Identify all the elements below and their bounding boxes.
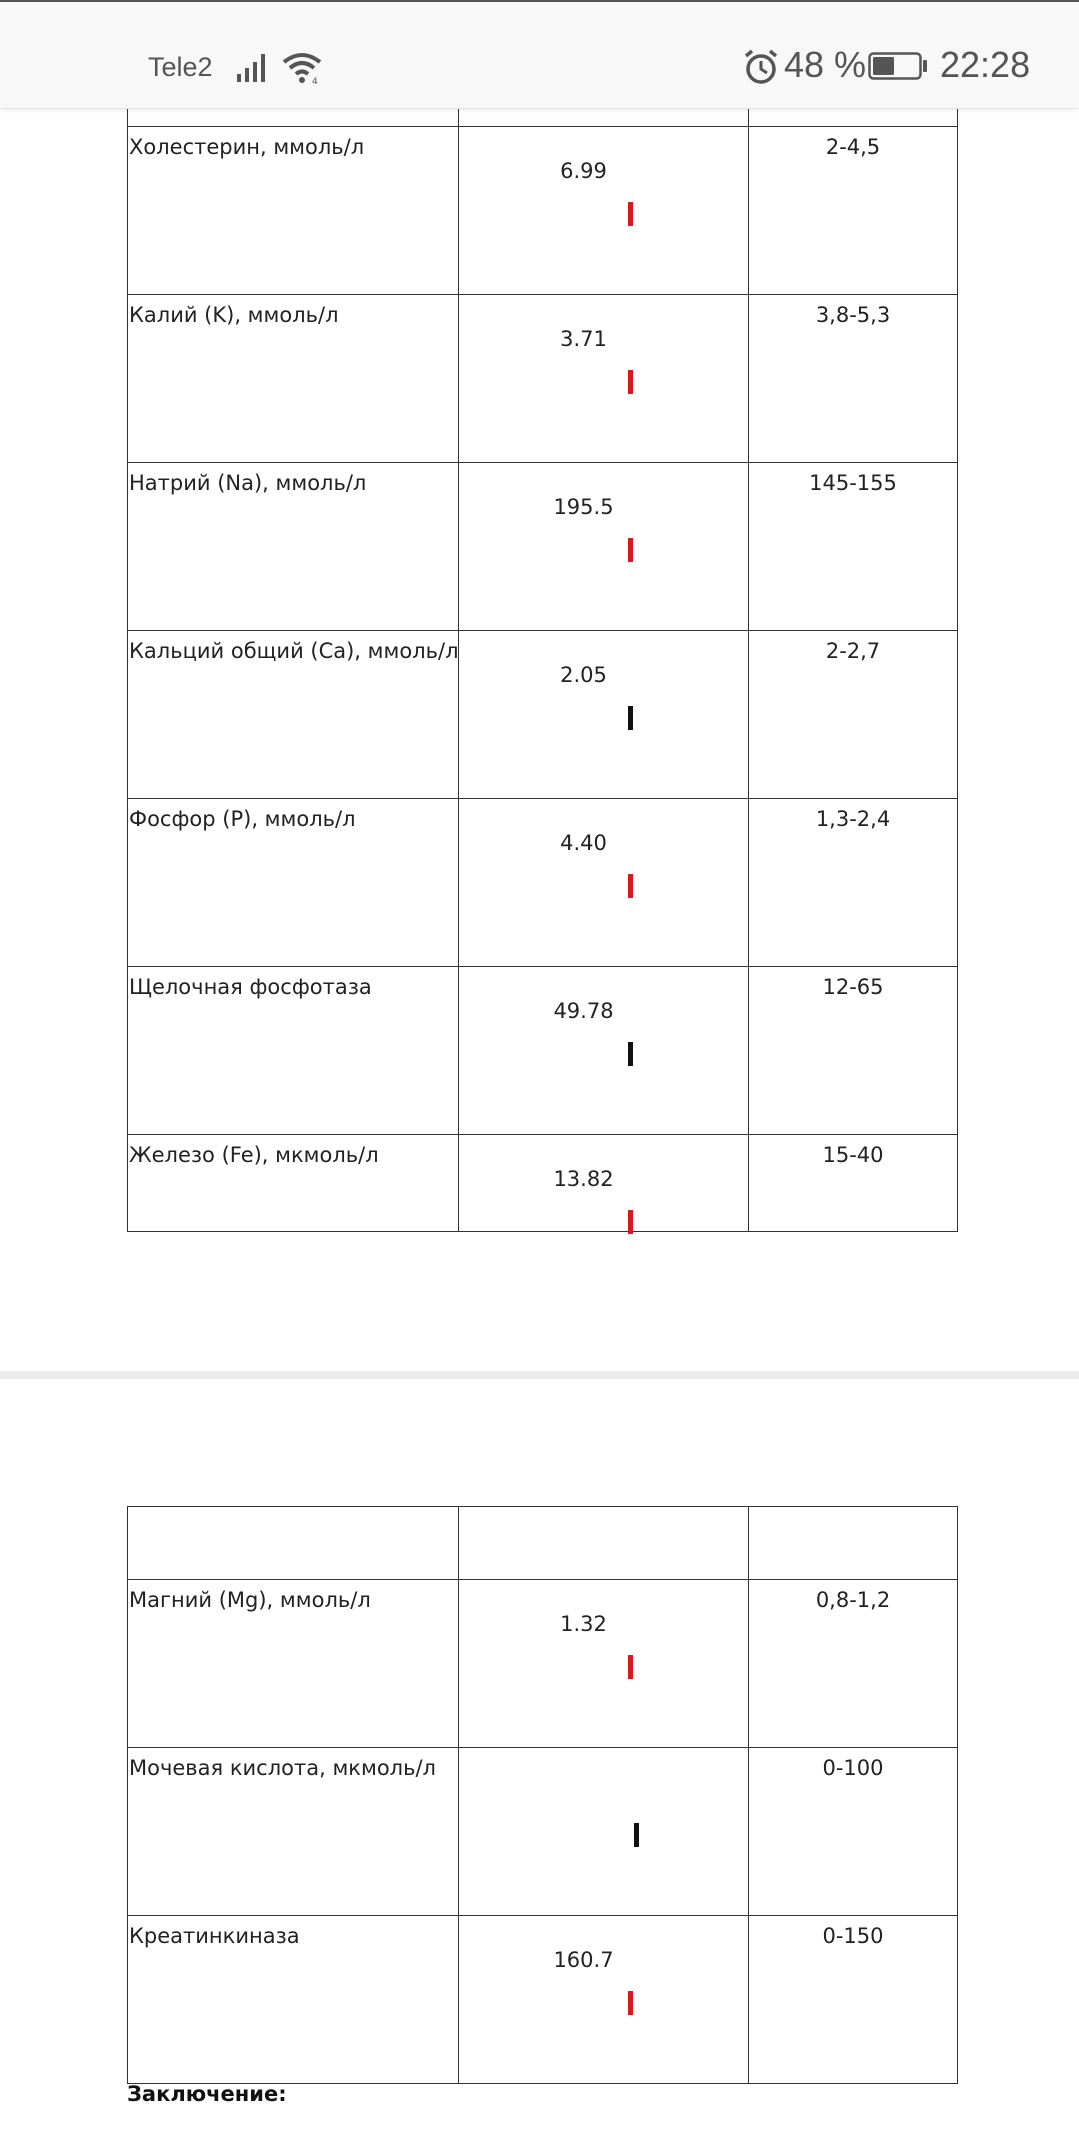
table-cell xyxy=(128,127,459,295)
abnormal-flag-icon xyxy=(628,202,633,226)
test-value: 2.05 xyxy=(560,663,607,687)
table-row xyxy=(128,463,958,631)
table-cell xyxy=(749,463,958,631)
results-table-1 xyxy=(127,95,958,1232)
reference-range: 0,8-1,2 xyxy=(815,1588,891,1612)
reference-range: 15-40 xyxy=(822,1143,884,1167)
test-value: 4.40 xyxy=(560,831,607,855)
test-value: 1.32 xyxy=(560,1612,607,1636)
test-value: 3.71 xyxy=(560,327,607,351)
table-cell xyxy=(749,631,958,799)
top-divider xyxy=(0,0,1079,2)
table-cell xyxy=(459,1748,749,1916)
table-cell xyxy=(749,295,958,463)
test-name: Мочевая кислота, мкмоль/л xyxy=(129,1756,436,1780)
results-table-2 xyxy=(127,1506,958,2084)
test-value: 160.7 xyxy=(553,1948,614,1972)
table-cell xyxy=(749,1916,958,2084)
test-name: Магний (Mg), ммоль/л xyxy=(129,1588,371,1612)
table-row xyxy=(128,799,958,967)
reference-range: 0-150 xyxy=(822,1924,884,1948)
test-name: Калий (K), ммоль/л xyxy=(129,303,339,327)
clock: 22:28 xyxy=(940,44,1031,85)
table-cell xyxy=(749,967,958,1135)
table-cell xyxy=(459,799,749,967)
test-name: Щелочная фосфотаза xyxy=(129,975,372,999)
test-value: 195.5 xyxy=(553,495,614,519)
table-row xyxy=(128,1135,958,1232)
table-cell xyxy=(128,631,459,799)
table-cell xyxy=(128,967,459,1135)
test-name: Натрий (Na), ммоль/л xyxy=(129,471,367,495)
table-cell xyxy=(749,1580,958,1748)
table-cell xyxy=(749,799,958,967)
table-cell xyxy=(749,1507,958,1580)
table-cell xyxy=(459,1507,749,1580)
table-row xyxy=(128,631,958,799)
table-cell xyxy=(459,631,749,799)
battery-icon xyxy=(868,52,928,80)
test-value: 49.78 xyxy=(553,999,614,1023)
signal-icon xyxy=(236,50,272,82)
table-row xyxy=(128,967,958,1135)
test-name: Кальций общий (Ca), ммоль/л xyxy=(129,639,459,663)
reference-range: 0-100 xyxy=(822,1756,884,1780)
reference-range: 145-155 xyxy=(809,471,897,495)
status-bar xyxy=(0,0,1079,109)
table-cell xyxy=(128,463,459,631)
abnormal-flag-icon xyxy=(628,1655,633,1679)
table-cell xyxy=(749,127,958,295)
wifi-icon xyxy=(282,50,326,86)
normal-flag-icon xyxy=(628,1042,633,1066)
table-cell xyxy=(459,127,749,295)
table-row xyxy=(128,127,958,295)
table-cell xyxy=(128,1580,459,1748)
reference-range: 3,8-5,3 xyxy=(815,303,891,327)
reference-range: 2-2,7 xyxy=(825,639,881,663)
reference-range: 12-65 xyxy=(822,975,884,999)
reference-range: 2-4,5 xyxy=(825,135,881,159)
svg-text:4: 4 xyxy=(312,77,318,86)
table-row xyxy=(128,1748,958,1916)
battery-percent: 48 % xyxy=(784,44,867,85)
table-cell xyxy=(459,967,749,1135)
table-cell xyxy=(128,1748,459,1916)
test-name: Креатинкиназа xyxy=(129,1924,300,1948)
conclusion-label: Заключение: xyxy=(127,2082,287,2106)
table-cell xyxy=(459,463,749,631)
test-value: 13.82 xyxy=(553,1167,614,1191)
table-cell xyxy=(128,1135,459,1232)
abnormal-flag-icon xyxy=(628,1991,633,2015)
table-cell xyxy=(128,1916,459,2084)
table-cell xyxy=(128,799,459,967)
table-cell xyxy=(459,1916,749,2084)
carrier-name: Tele2 xyxy=(148,52,213,82)
table-cell xyxy=(749,1748,958,1916)
abnormal-flag-icon xyxy=(628,538,633,562)
table-cell xyxy=(128,1507,459,1580)
table-cell xyxy=(128,295,459,463)
table-cell xyxy=(459,1135,749,1232)
alarm-icon xyxy=(742,48,780,86)
normal-flag-icon xyxy=(628,706,633,730)
test-value: 6.99 xyxy=(560,159,607,183)
reference-range: 1,3-2,4 xyxy=(815,807,891,831)
table-cell xyxy=(459,1580,749,1748)
table-cell xyxy=(749,1135,958,1232)
table-row xyxy=(128,295,958,463)
test-name: Железо (Fe), мкмоль/л xyxy=(129,1143,379,1167)
test-name: Холестерин, ммоль/л xyxy=(129,135,365,159)
abnormal-flag-icon xyxy=(628,1210,633,1234)
table-row xyxy=(128,1507,958,1580)
table-row xyxy=(128,1916,958,2084)
page-separator xyxy=(0,1371,1079,1379)
table-cell xyxy=(459,295,749,463)
table-row xyxy=(128,1580,958,1748)
normal-flag-icon xyxy=(634,1823,639,1847)
abnormal-flag-icon xyxy=(628,874,633,898)
test-name: Фосфор (P), ммоль/л xyxy=(129,807,356,831)
abnormal-flag-icon xyxy=(628,370,633,394)
